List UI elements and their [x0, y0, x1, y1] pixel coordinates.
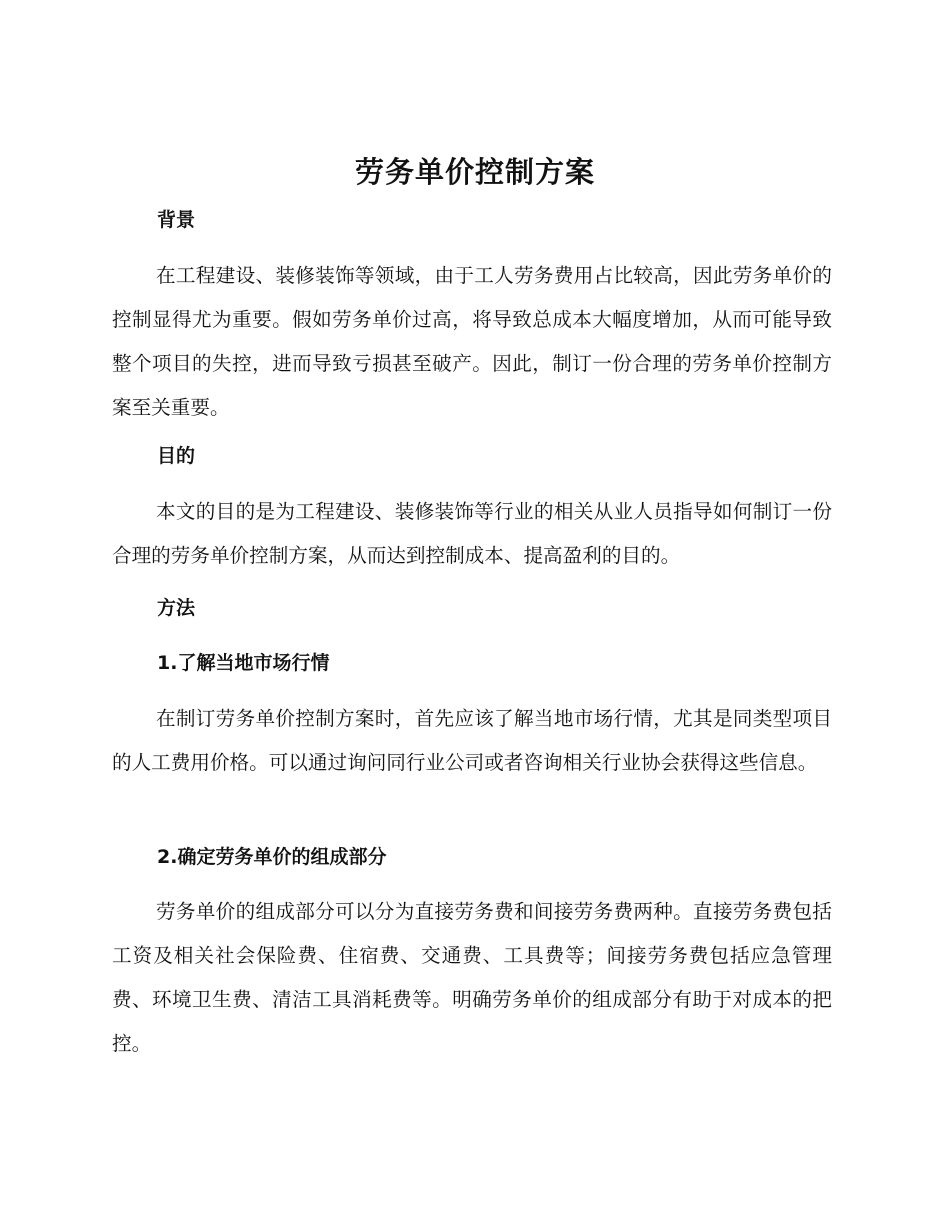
page-title: 劳务单价控制方案: [354, 155, 595, 189]
section-heading-method: 方法: [157, 597, 196, 619]
section-body-purpose: 本文的目的是为工程建设、装修装饰等行业的相关从业人员指导如何制订一份合理的劳务单价控制方案，从而达到控制成本、提高盈利的目的。: [112, 500, 832, 567]
subsection-heading-components: 2.确定劳务单价的组成部分: [157, 846, 387, 868]
subsection-heading-market: 1.了解当地市场行情: [157, 652, 330, 674]
section-heading-purpose: 目的: [157, 445, 196, 467]
section-body-background: 在工程建设、装修装饰等领域，由于工人劳务费用占比较高，因此劳务单价的控制显得尤为重要。假如劳务单价过高，将导致总成本大幅度增加，从而可能导致整个项目的失控，进而导致亏损甚至破产。因此，制订一份合理的劳务单价控制方案至关重要。: [112, 264, 832, 419]
section-heading-background: 背景: [157, 209, 196, 231]
subsection-body-market: 在制订劳务单价控制方案时，首先应该了解当地市场行情，尤其是同类型项目的人工费用价格。可以通过询问同行业公司或者咨询相关行业协会获得这些信息。: [112, 707, 832, 774]
subsection-body-components: 劳务单价的组成部分可以分为直接劳务费和间接劳务费两种。直接劳务费包括工资及相关社会保险费、住宿费、交通费、工具费等；间接劳务费包括应急管理费、环境卫生费、清洁工具消耗费等。明确劳务单价的组成部分有助于对成本的把控。: [112, 900, 832, 1055]
